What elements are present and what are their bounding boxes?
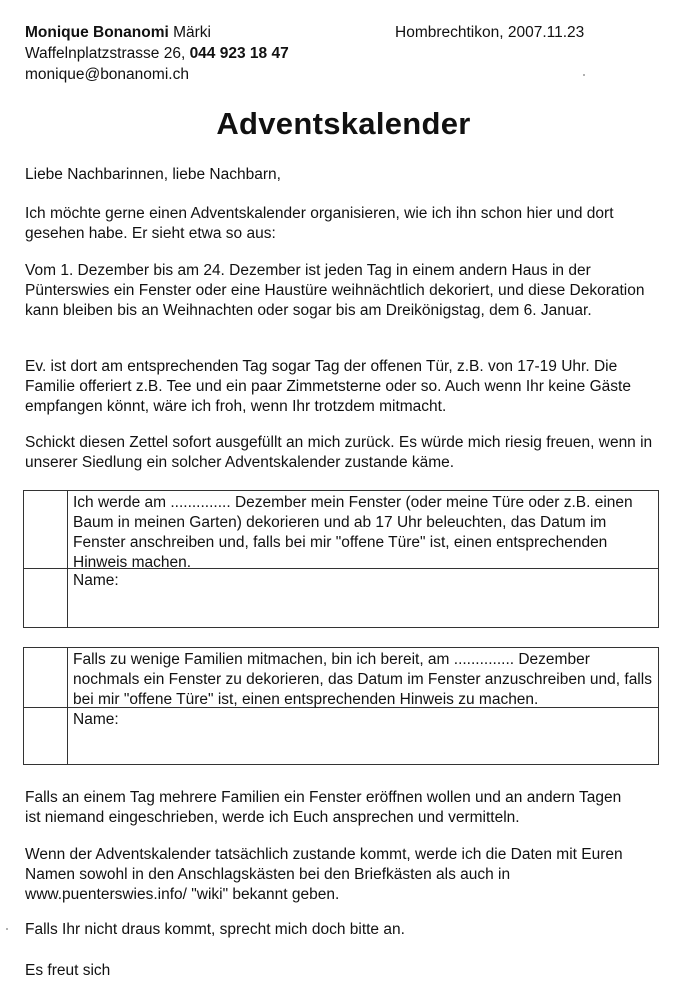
paragraph-contact: Falls Ihr nicht draus kommt, sprecht mich doch bitte an.: [25, 921, 405, 938]
signup-name-spacer: [24, 569, 68, 627]
backup-statement: Falls zu wenige Familien mitmachen, bin ich bereit, am .............. Dezember nochmals ein Fenster zu dekorieren, das Datum im Fenster anzuschreiben und, falls bei mir "offene Türe" ist, einen entsprechenden Hinweis zu machen.: [73, 651, 652, 708]
page-title: Adventskalender: [216, 106, 471, 141]
signup-name-row: [24, 569, 658, 627]
signup-statement-row: [24, 491, 658, 569]
closing-line: Es freut sich: [25, 962, 111, 979]
paragraph-open-door: Ev. ist dort am entsprechenden Tag sogar Tag der offenen Tür, z.B. von 17-19 Uhr. Die Familie offeriert z.B. Tee und ein paar Zimmetsterne oder so. Auch wenn Ihr keine Gäste empfangen könnt, wäre ich froh, wenn Ihr trotzdem mitmacht.: [25, 358, 631, 415]
sender-phone: 044 923 18 47: [189, 45, 289, 62]
greeting: Liebe Nachbarinnen, liebe Nachbarn,: [25, 166, 281, 183]
sender-email: monique@bonanomi.ch: [25, 66, 189, 83]
scan-speck: [583, 74, 585, 76]
backup-form-box: [23, 647, 659, 765]
scan-speck: [6, 928, 8, 930]
sender-name-bold: Monique Bonanomi: [25, 24, 169, 41]
sender-address: [25, 43, 289, 64]
backup-name-label: Name:: [73, 711, 119, 728]
backup-name-row: [24, 708, 658, 764]
sender-name: [25, 22, 289, 43]
signup-statement: Ich werde am .............. Dezember mein Fenster (oder meine Türe oder z.B. einen Baum in meinen Garten) dekorieren und ab 17 Uhr beleuchten, das Datum im Fenster anschreiben und, falls bei mir "offene Türe" ist, einen entsprechenden Hinweis machen.: [73, 494, 633, 571]
paragraph-return-note: Schickt diesen Zettel sofort ausgefüllt an mich zurück. Es würde mich riesig freuen, wenn in unserer Siedlung ein solcher Adventskalender zustande käme.: [25, 434, 653, 471]
signup-name-field[interactable]: [68, 569, 658, 627]
sender-name-rest: Märki: [173, 24, 211, 41]
backup-name-spacer: [24, 708, 68, 764]
place-date: Hombrechtikon, 2007.11.23: [395, 24, 585, 41]
paragraph-description: Vom 1. Dezember bis am 24. Dezember ist jeden Tag in einem andern Haus in der Pünterswies ein Fenster oder eine Haustüre weihnächtlich dekoriert, und diese Dekoration kann bleiben bis an Weihnachten oder sogar bis am Dreikönigstag, dem 6. Januar.: [25, 262, 645, 319]
backup-name-field[interactable]: [68, 708, 658, 764]
backup-checkbox[interactable]: [24, 648, 68, 707]
paragraph-multiple-families: Falls an einem Tag mehrere Familien ein Fenster eröffnen wollen und an andern Tagen ist niemand eingeschrieben, werde ich Euch ansprechen und vermitteln.: [25, 789, 622, 826]
signup-checkbox[interactable]: [24, 491, 68, 568]
sender-block: [25, 22, 289, 85]
paragraph-publication: Wenn der Adventskalender tatsächlich zustande kommt, werde ich die Daten mit Euren Namen sowohl in den Anschlagskästen bei den Briefkästen als auch in www.puenterswies.info/ "wiki" bekannt geben.: [25, 846, 623, 903]
paragraph-intro: Ich möchte gerne einen Adventskalender organisieren, wie ich ihn schon hier und dort gesehen habe. Er sieht etwa so aus:: [25, 205, 614, 242]
signup-name-label: Name:: [73, 572, 119, 589]
backup-statement-row: [24, 648, 658, 708]
signup-form-box: [23, 490, 659, 628]
sender-street: Waffelnplatzstrasse 26,: [25, 45, 186, 62]
